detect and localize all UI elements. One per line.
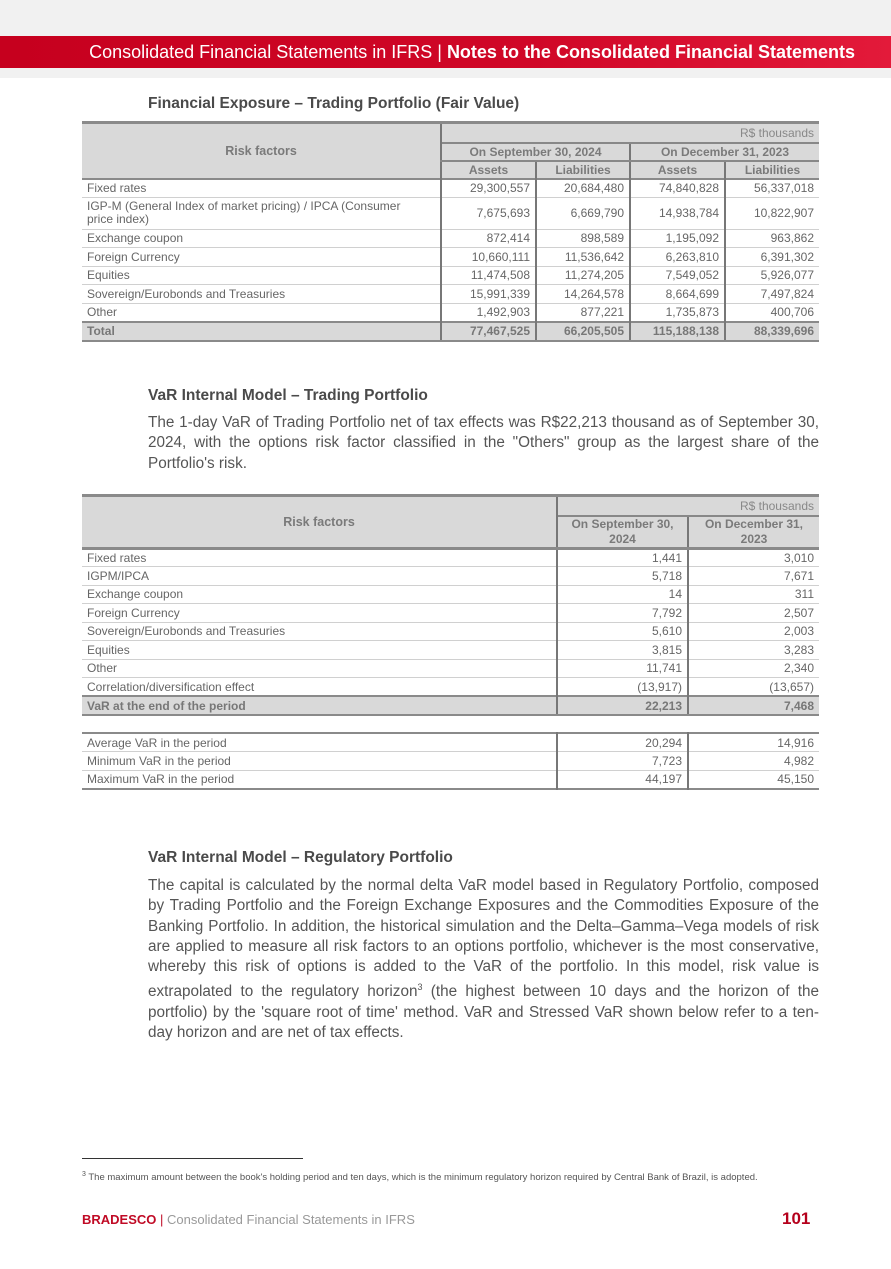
cell-value: 898,589 <box>536 229 630 248</box>
cell-value: 7,723 <box>557 752 688 771</box>
page-number: 101 <box>782 1209 811 1228</box>
cell-value: 10,660,111 <box>441 248 536 267</box>
page-top-margin <box>0 0 891 36</box>
cell-value: 14,264,578 <box>536 285 630 304</box>
row-label: Maximum VaR in the period <box>87 772 235 786</box>
table-row <box>82 641 819 660</box>
table-row <box>82 197 819 229</box>
table-row <box>82 567 819 586</box>
cell-value: 11,741 <box>557 659 688 678</box>
cell-value: 1,492,903 <box>441 303 536 322</box>
cell-value: 400,706 <box>725 303 819 322</box>
footer-doc-title: Consolidated Financial Statements in IFRS <box>167 1212 415 1227</box>
cell-value: 44,197 <box>557 770 688 789</box>
header-underline-band <box>0 68 891 78</box>
cell-value: 10,822,907 <box>725 197 819 229</box>
total-value: 66,205,505 <box>536 322 630 341</box>
cell-value: 4,982 <box>688 752 819 771</box>
cell-value: 15,991,339 <box>441 285 536 304</box>
cell-value: 1,195,092 <box>630 229 725 248</box>
table-row <box>82 752 819 771</box>
paragraph-part-1: The capital is calculated by the normal delta VaR model based in Regulatory Portfolio, composed by Trading Portfolio and the Foreign Exchange Exposures and the Commodities Exposure of the Banking Portfolio. In addition, the historical simulation and the Delta–Gamma–Vega models of risk are applied to measure all risk factors to an options portfolio, whichever is the most conservative, whereby this risk of options is added to the VaR of the portfolio. In this model, risk value is extrapolated to the regulatory horizon <box>148 877 819 1001</box>
col-header-risk-factors: Risk factors <box>82 123 441 179</box>
total-row <box>82 322 819 341</box>
cell-value: 56,337,018 <box>725 179 819 198</box>
running-header <box>0 36 891 68</box>
header-title-bold: Notes to the Consolidated Financial Statements <box>446 42 855 62</box>
row-label: Exchange coupon <box>82 585 557 604</box>
cell-value: 6,391,302 <box>725 248 819 267</box>
cell-value: 311 <box>688 585 819 604</box>
row-label: Sovereign/Eurobonds and Treasuries <box>82 285 441 304</box>
footer-separator: | <box>156 1212 168 1227</box>
row-label: Foreign Currency <box>82 604 557 623</box>
table-row <box>82 229 819 248</box>
header-separator: | <box>432 42 447 62</box>
row-label: Foreign Currency <box>82 248 441 267</box>
row-label: Fixed rates <box>82 548 557 567</box>
col-header-period-1: On September 30, 2024 <box>441 143 630 161</box>
var-regulatory-title: VaR Internal Model – Regulatory Portfolio <box>148 849 453 866</box>
table-row <box>82 678 819 697</box>
col-header-risk-factors: Risk factors <box>82 496 557 549</box>
col-header-period-2: On December 31, 2023 <box>688 516 819 549</box>
cell-value: 7,549,052 <box>630 266 725 285</box>
cell-value: 20,294 <box>557 733 688 752</box>
col-header-liabilities-1: Liabilities <box>536 161 630 179</box>
col-header-assets-2: Assets <box>630 161 725 179</box>
cell-value: 3,283 <box>688 641 819 660</box>
header-title-light: Consolidated Financial Statements in IFRS <box>89 42 433 62</box>
footnote <box>82 1167 802 1186</box>
cell-value: 2,507 <box>688 604 819 623</box>
cell-value: 5,718 <box>557 567 688 586</box>
cell-value: 2,003 <box>688 622 819 641</box>
table-row <box>82 585 819 604</box>
cell-value: 6,669,790 <box>536 197 630 229</box>
total-value: 88,339,696 <box>725 322 819 341</box>
table-row <box>82 266 819 285</box>
table-row <box>82 548 819 567</box>
var-trading-table <box>82 494 819 716</box>
cell-value: 877,221 <box>536 303 630 322</box>
cell-value: 20,684,480 <box>536 179 630 198</box>
cell-value: 11,274,205 <box>536 266 630 285</box>
col-header-assets-1: Assets <box>441 161 536 179</box>
exposure-title: Financial Exposure – Trading Portfolio (Fair Value) <box>148 95 520 112</box>
total-value: 77,467,525 <box>441 322 536 341</box>
total-row <box>82 696 819 715</box>
cell-value: 74,840,828 <box>630 179 725 198</box>
paragraph-part-2: (the highest between 10 days and the horizon of the portfolio) by the 'square root of time' method. VaR and Stressed VaR shown below refer to a ten-day horizon and are net of tax effects. <box>148 983 819 1042</box>
cell-value: 45,150 <box>688 770 819 789</box>
row-label: Other <box>82 303 441 322</box>
footnote-reference[interactable]: 3 <box>417 982 423 993</box>
exposure-table <box>82 121 819 342</box>
table-row <box>82 604 819 623</box>
var-regulatory-paragraph <box>148 876 819 1043</box>
row-label: Fixed rates <box>82 179 441 198</box>
footnote-divider <box>82 1158 303 1159</box>
page-footer <box>82 1212 415 1227</box>
col-header-liabilities-2: Liabilities <box>725 161 819 179</box>
cell-value: 3,010 <box>688 548 819 567</box>
col-header-period-2: On December 31, 2023 <box>630 143 819 161</box>
brand-logo-text: BRADESCO <box>82 1212 157 1227</box>
row-label: IGP-M (General Index of market pricing) / IPCA (Consumer price index) <box>82 197 441 229</box>
row-label: Equities <box>82 266 441 285</box>
var-trading-paragraph: The 1-day VaR of Trading Portfolio net of tax effects was R$22,213 thousand as of September 30, 2024, with the options risk factor classified in the "Others" group as the largest share of the Portfolio's risk. <box>148 414 819 472</box>
table-row <box>82 770 819 789</box>
cell-value: 14 <box>557 585 688 604</box>
table-row <box>82 285 819 304</box>
col-header-period-1: On September 30, 2024 <box>557 516 688 549</box>
cell-value: 5,926,077 <box>725 266 819 285</box>
cell-value: 872,414 <box>441 229 536 248</box>
cell-value: 14,916 <box>688 733 819 752</box>
row-label: Average VaR in the period <box>82 733 557 752</box>
cell-value: (13,917) <box>557 678 688 697</box>
footnote-marker: 3 <box>82 1171 86 1178</box>
cell-value: 7,497,824 <box>725 285 819 304</box>
var-stats-table <box>82 732 819 790</box>
total-label: Total <box>82 322 441 341</box>
unit-label: R$ thousands <box>557 496 819 516</box>
row-label: Sovereign/Eurobonds and Treasuries <box>82 622 557 641</box>
total-label: VaR at the end of the period <box>82 696 557 715</box>
table-row <box>82 248 819 267</box>
cell-value: (13,657) <box>688 678 819 697</box>
unit-label: R$ thousands <box>441 123 819 143</box>
cell-value: 7,792 <box>557 604 688 623</box>
row-label: Equities <box>82 641 557 660</box>
total-value: 7,468 <box>688 696 819 715</box>
total-value: 22,213 <box>557 696 688 715</box>
cell-value: 7,675,693 <box>441 197 536 229</box>
cell-value: 11,474,508 <box>441 266 536 285</box>
footnote-text: The maximum amount between the book's holding period and ten days, which is the minimum regulatory horizon required by Central Bank of Brazil, is adopted. <box>85 1172 758 1184</box>
table-row <box>82 659 819 678</box>
cell-value: 29,300,557 <box>441 179 536 198</box>
row-label: Other <box>82 659 557 678</box>
row-label: Correlation/diversification effect <box>82 678 557 697</box>
row-label: IGPM/IPCA <box>82 567 557 586</box>
cell-value: 11,536,642 <box>536 248 630 267</box>
cell-value: 2,340 <box>688 659 819 678</box>
cell-value: 1,735,873 <box>630 303 725 322</box>
var-trading-title: VaR Internal Model – Trading Portfolio <box>148 387 428 404</box>
row-label: Exchange coupon <box>82 229 441 248</box>
cell-value: 7,671 <box>688 567 819 586</box>
table-row <box>82 303 819 322</box>
cell-value: 3,815 <box>557 641 688 660</box>
table-row <box>82 179 819 198</box>
cell-value: 8,664,699 <box>630 285 725 304</box>
cell-value: 963,862 <box>725 229 819 248</box>
table-row <box>82 733 819 752</box>
cell-value: 14,938,784 <box>630 197 725 229</box>
total-value: 115,188,138 <box>630 322 725 341</box>
table-row <box>82 622 819 641</box>
cell-value: 1,441 <box>557 548 688 567</box>
row-label: Minimum VaR in the period <box>82 752 557 771</box>
cell-value: 6,263,810 <box>630 248 725 267</box>
cell-value: 5,610 <box>557 622 688 641</box>
